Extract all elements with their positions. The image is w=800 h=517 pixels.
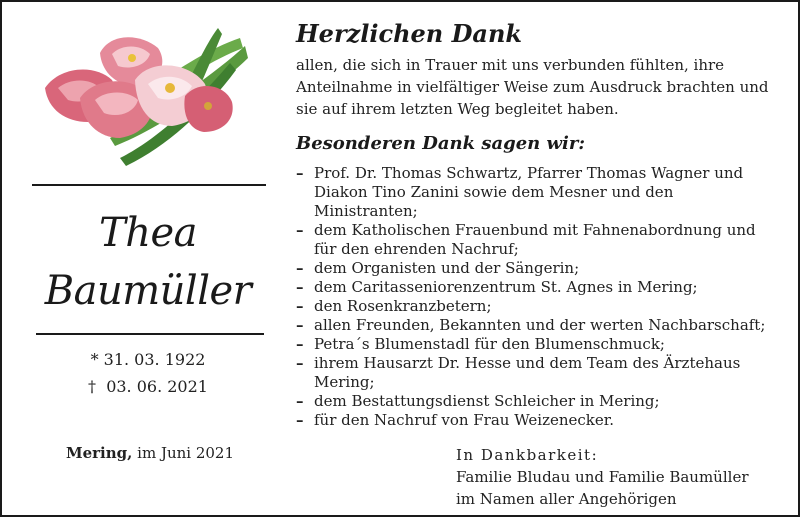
list-item: – ihrem Hausarzt Dr. Hesse und dem Team des Ärztehaus Mering;: [296, 354, 776, 392]
list-item: – Petra´s Blumenstadl für den Blumenschmuck;: [296, 335, 776, 354]
thanks-column: [296, 18, 776, 430]
list-item: – allen Freunden, Bekannten und der werten Nachbarschaft;: [296, 316, 776, 335]
death-date-line: [30, 377, 266, 396]
signature-relatives: im Namen aller Angehörigen: [456, 490, 677, 508]
list-item: – den Rosenkranzbetern;: [296, 297, 776, 316]
place-town: Mering,: [66, 444, 133, 462]
thanks-list: [296, 164, 776, 430]
thanks-intro: allen, die sich in Trauer mit uns verbunden fühlten, ihre Anteilnahme in vielfältiger Weise zum Ausdruck brachten und sie auf ihrem letzten Weg begleitet haben.: [296, 56, 769, 118]
divider-top: [32, 184, 266, 186]
special-thanks-heading: Besonderen Dank sagen wir:: [296, 133, 585, 154]
deceased-last-name: Baumüller: [44, 268, 252, 314]
list-item: – dem Katholischen Frauenbund mit Fahnenabordnung und für den ehrenden Nachruf;: [296, 221, 776, 259]
signature-families: Familie Bludau und Familie Baumüller: [456, 468, 749, 486]
death-date: 03. 06. 2021: [106, 377, 208, 396]
calla-lily-bouquet-icon: [40, 18, 250, 173]
birth-date: * 31. 03. 1922: [90, 350, 206, 369]
list-item: – dem Caritasseniorenzentrum St. Agnes in Mering;: [296, 278, 776, 297]
divider-bottom: [36, 333, 264, 335]
list-item: – Prof. Dr. Thomas Schwartz, Pfarrer Thomas Wagner und Diakon Tino Zanini sowie dem Mesner und den Ministranten;: [296, 164, 776, 221]
signature-block: [456, 444, 749, 510]
deceased-first-name: Thea: [99, 210, 197, 256]
list-item: – für den Nachruf von Frau Weizenecker.: [296, 411, 776, 430]
signature-lead: In Dankbarkeit:: [456, 446, 599, 464]
place-date: [66, 444, 234, 462]
place-when: im Juni 2021: [137, 444, 235, 462]
left-column: [30, 10, 266, 505]
list-item: – dem Organisten und der Sängerin;: [296, 259, 776, 278]
thanks-heading: Herzlichen Dank: [296, 19, 523, 48]
cross-icon: †: [88, 377, 97, 396]
list-item: – dem Bestattungsdienst Schleicher in Mering;: [296, 392, 776, 411]
